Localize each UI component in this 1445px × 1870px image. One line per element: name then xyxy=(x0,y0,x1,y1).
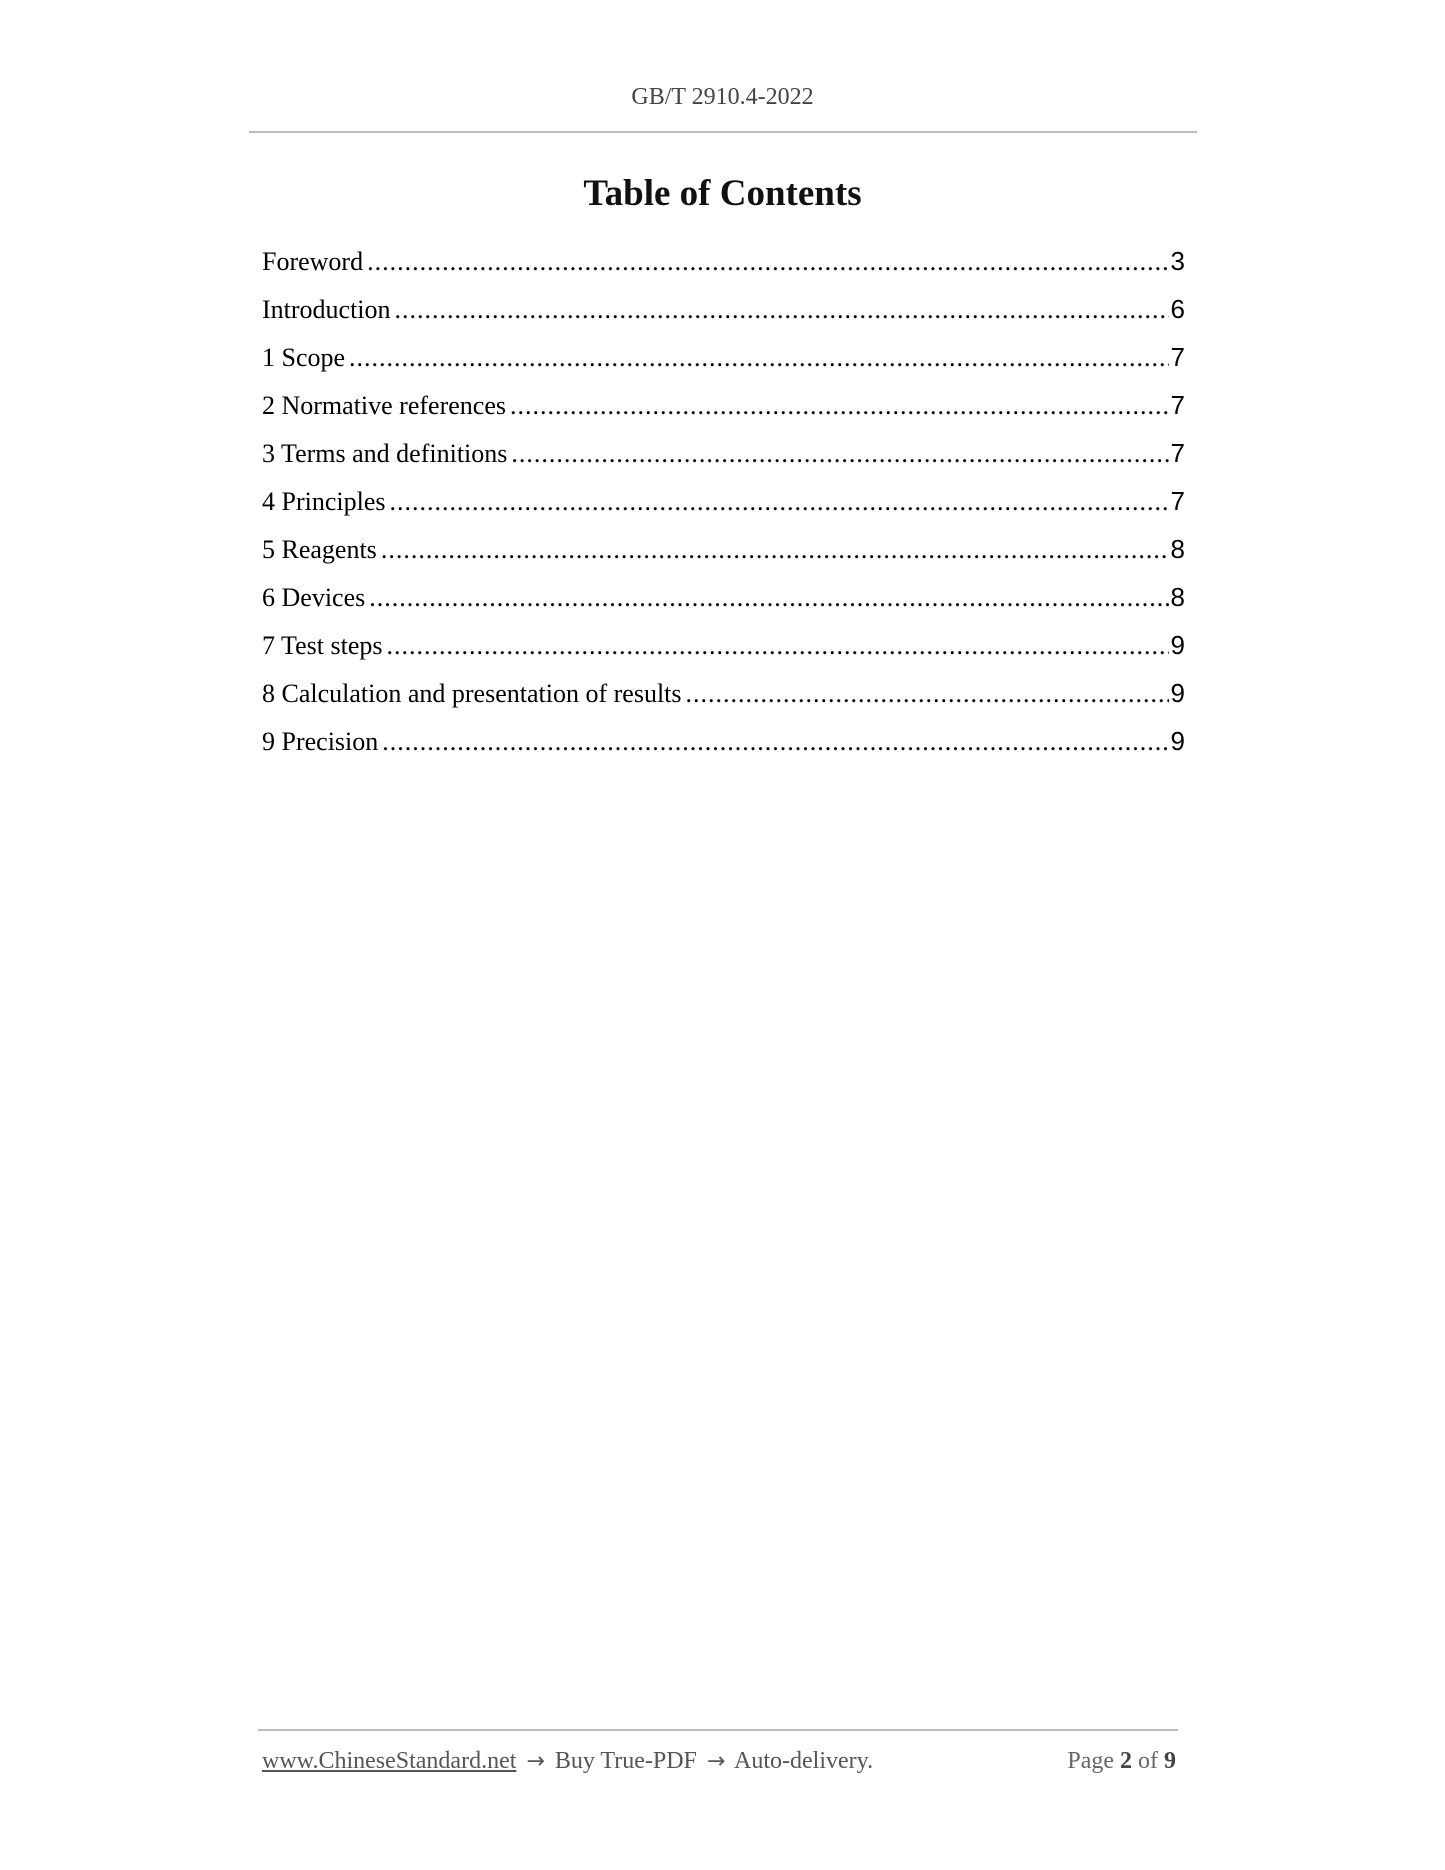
toc-entry-label: 8 Calculation and presentation of results xyxy=(262,679,682,708)
toc-entry-page: 8 xyxy=(1170,582,1185,612)
footer-promo xyxy=(262,1748,873,1775)
toc-entry-devices[interactable] xyxy=(262,578,1185,626)
toc-entry-label: 2 Normative references xyxy=(262,391,506,420)
toc-dot-leader xyxy=(390,483,1169,521)
toc-entry-page: 7 xyxy=(1170,390,1185,420)
toc-entry-terms-and-definitions[interactable] xyxy=(262,434,1185,482)
toc-entry-page: 6 xyxy=(1170,294,1185,324)
toc-entry-principles[interactable] xyxy=(262,482,1185,530)
document-header: GB/T 2910.4-2022 xyxy=(631,84,814,110)
toc-dot-leader xyxy=(381,531,1169,569)
of-word: of xyxy=(1138,1748,1158,1774)
toc-entry-label: 4 Principles xyxy=(262,487,386,516)
toc-dot-leader xyxy=(382,723,1168,761)
toc-entry-normative-references[interactable] xyxy=(262,386,1185,434)
footer-step-delivery: Auto-delivery. xyxy=(734,1748,874,1774)
toc-entry-label: 7 Test steps xyxy=(262,631,383,660)
arrow-right-icon: → xyxy=(706,1749,726,1774)
arrow-right-icon: → xyxy=(526,1749,545,1774)
site-link[interactable]: www.ChineseStandard.net xyxy=(262,1748,517,1774)
footer-divider xyxy=(258,1729,1178,1731)
toc-entry-page: 9 xyxy=(1170,726,1185,756)
toc-entry-label: Foreword xyxy=(262,247,364,276)
toc-entry-page: 7 xyxy=(1170,486,1185,516)
total-pages-number: 9 xyxy=(1164,1748,1176,1774)
toc-list xyxy=(262,242,1185,770)
toc-title: Table of Contents xyxy=(583,173,862,214)
toc-dot-leader xyxy=(369,579,1168,617)
header-divider xyxy=(249,131,1197,133)
toc-dot-leader xyxy=(367,243,1168,281)
current-page-number: 2 xyxy=(1120,1748,1132,1774)
toc-dot-leader xyxy=(386,627,1168,665)
toc-entry-calculation-and-presentation[interactable] xyxy=(262,674,1185,722)
toc-entry-label: Introduction xyxy=(262,295,391,324)
page-word: Page xyxy=(1067,1748,1114,1774)
toc-dot-leader xyxy=(510,387,1169,425)
toc-dot-leader xyxy=(349,339,1168,377)
toc-entry-page: 9 xyxy=(1170,630,1185,660)
toc-entry-label: 6 Devices xyxy=(262,583,366,612)
toc-entry-label: 9 Precision xyxy=(262,727,379,756)
toc-entry-label: 3 Terms and definitions xyxy=(262,439,508,468)
toc-entry-introduction[interactable] xyxy=(262,290,1185,338)
toc-entry-label: 1 Scope xyxy=(262,343,346,372)
toc-entry-test-steps[interactable] xyxy=(262,626,1185,674)
toc-entry-reagents[interactable] xyxy=(262,530,1185,578)
toc-entry-page: 7 xyxy=(1170,342,1185,372)
toc-entry-foreword[interactable] xyxy=(262,242,1185,290)
toc-entry-page: 8 xyxy=(1170,534,1185,564)
toc-entry-page: 3 xyxy=(1170,246,1185,276)
toc-dot-leader xyxy=(395,291,1169,329)
toc-entry-page: 7 xyxy=(1170,438,1185,468)
footer-step-buy: Buy True-PDF xyxy=(554,1748,697,1774)
toc-dot-leader xyxy=(511,435,1168,473)
toc-entry-scope[interactable] xyxy=(262,338,1185,386)
toc-entry-precision[interactable] xyxy=(262,722,1185,770)
toc-entry-label: 5 Reagents xyxy=(262,535,377,564)
toc-entry-page: 9 xyxy=(1170,678,1185,708)
toc-dot-leader xyxy=(686,675,1169,713)
page-counter xyxy=(1067,1748,1176,1775)
